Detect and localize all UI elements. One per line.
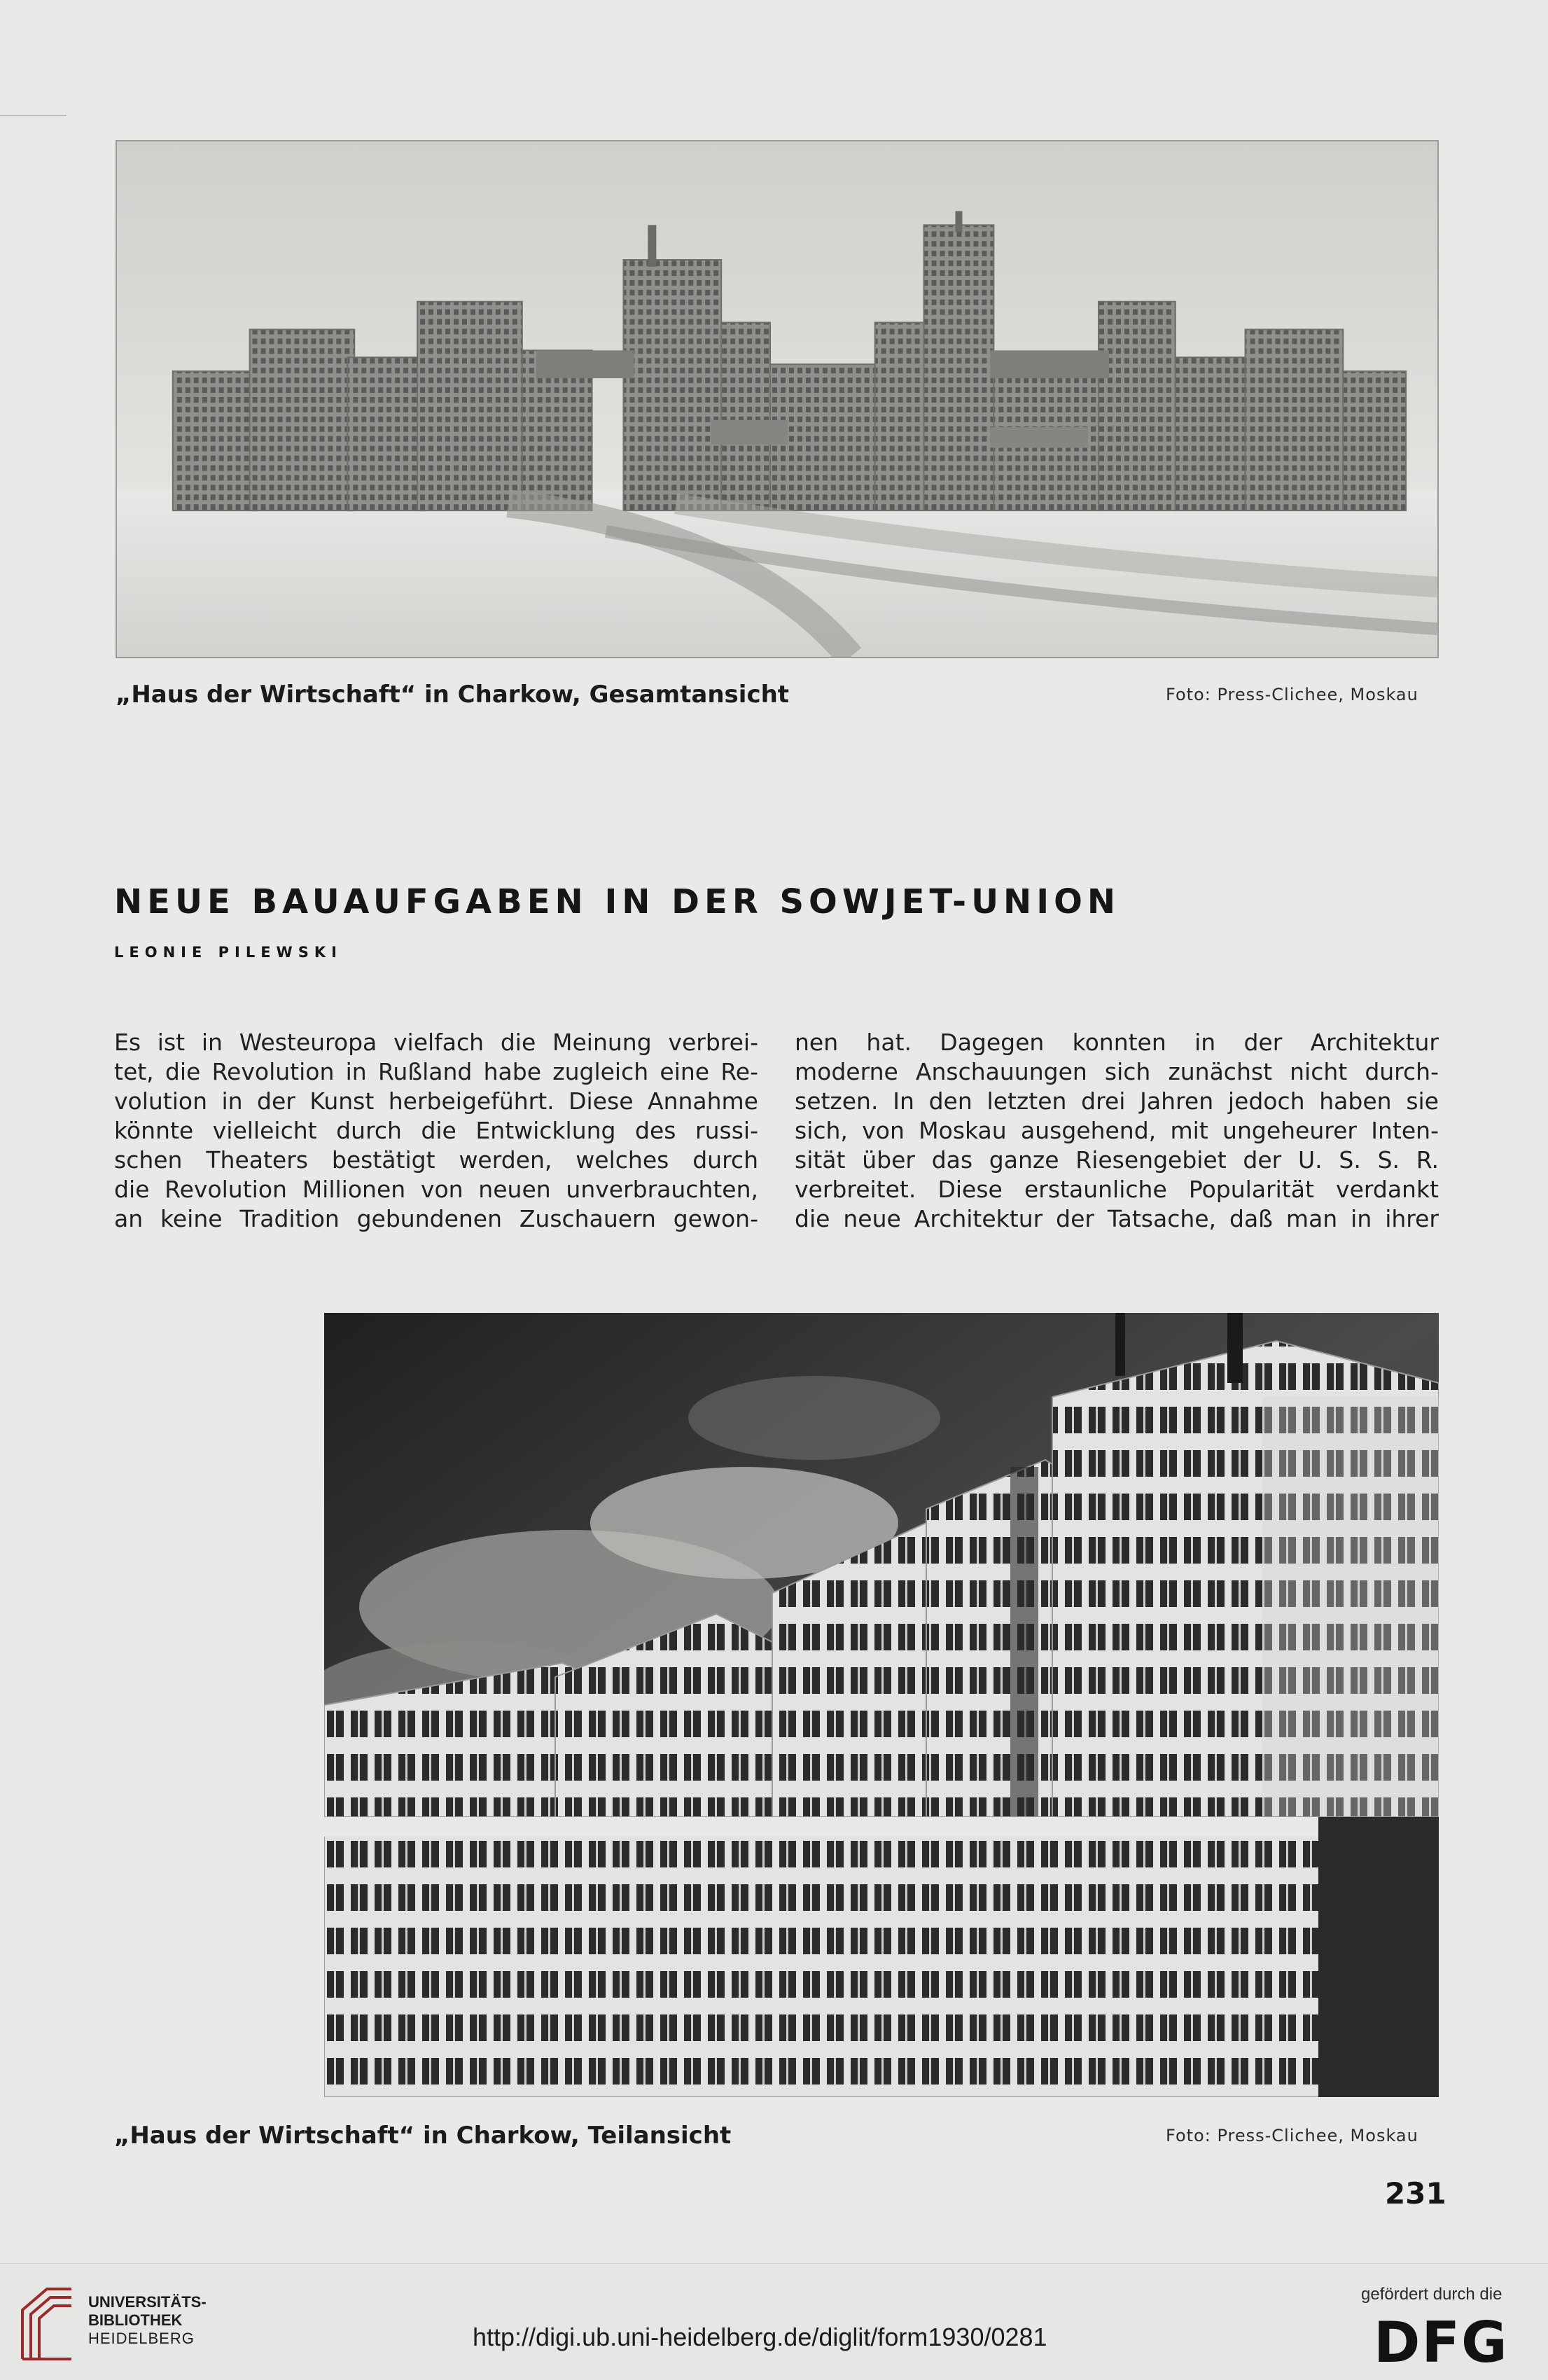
photo-caption: „Haus der Wirtschaft“ in Charkow, Gesamtansicht <box>116 681 790 709</box>
text-line: tet, die Revolution in Rußland habe zugleich eine Re- <box>114 1058 758 1085</box>
text-line: schen Theaters bestätigt werden, welches durch <box>114 1146 758 1174</box>
text-line: verbreitet. Diese erstaunliche Popularität verdankt <box>795 1176 1439 1203</box>
text-column-left <box>114 1028 758 1234</box>
text-line: an keine Tradition gebundenen Zuschauern gewon- <box>114 1205 758 1232</box>
text-line: setzen. In den letzten drei Jahren jedoch haben sie <box>795 1087 1439 1115</box>
text-line: sität über das ganze Riesengebiet der U. S. S. R. <box>795 1146 1439 1174</box>
text-column-right <box>795 1028 1439 1234</box>
text-line: moderne Anschauungen sich zunächst nicht durch- <box>795 1058 1439 1085</box>
digitization-footer <box>0 2263 1548 2380</box>
text-line: sich, von Moskau ausgehend, mit ungeheurer Inten- <box>795 1117 1439 1144</box>
photo-panorama <box>116 140 1439 658</box>
article-author: LEONIE PILEWSKI <box>114 944 342 961</box>
article-title: NEUE BAUAUFGABEN IN DER SOWJET-UNION <box>114 882 1121 921</box>
library-name-line: HEIDELBERG <box>88 2330 195 2347</box>
partial-view-image <box>324 1313 1439 2097</box>
library-name-line: BIBLIOTHEK <box>88 2311 183 2329</box>
photo-partial-view <box>324 1313 1439 2097</box>
text-line: könnte vielleicht durch die Entwicklung des russi- <box>114 1117 758 1144</box>
text-line: nen hat. Dagegen konnten in der Architektur <box>795 1029 1439 1056</box>
dfg-logo[interactable]: DFG <box>1374 2310 1509 2375</box>
scan-edge-mark <box>0 115 67 116</box>
funding-note: gefördert durch die <box>1361 2285 1502 2304</box>
photo-credit: Foto: Press-Clichee, Moskau <box>1166 2126 1418 2145</box>
text-line: die neue Architektur der Tatsache, daß man in ihrer <box>795 1205 1439 1232</box>
photo-credit: Foto: Press-Clichee, Moskau <box>1166 685 1418 704</box>
page-number: 231 <box>1385 2176 1446 2211</box>
photo-caption: „Haus der Wirtschaft“ in Charkow, Teilansicht <box>114 2122 732 2150</box>
text-line: volution in der Kunst herbeigeführt. Diese Annahme <box>114 1087 758 1115</box>
ub-heidelberg-logo-icon[interactable] <box>15 2282 78 2366</box>
text-line: die Revolution Millionen von neuen unverbrauchten, <box>114 1176 758 1203</box>
text-line: Es ist in Westeuropa vielfach die Meinung verbrei- <box>114 1029 758 1056</box>
library-name-line: UNIVERSITÄTS- <box>88 2293 207 2311</box>
panorama-image <box>117 141 1437 657</box>
permalink-url[interactable]: http://digi.ub.uni-heidelberg.de/diglit/form1930/0281 <box>473 2323 1047 2351</box>
